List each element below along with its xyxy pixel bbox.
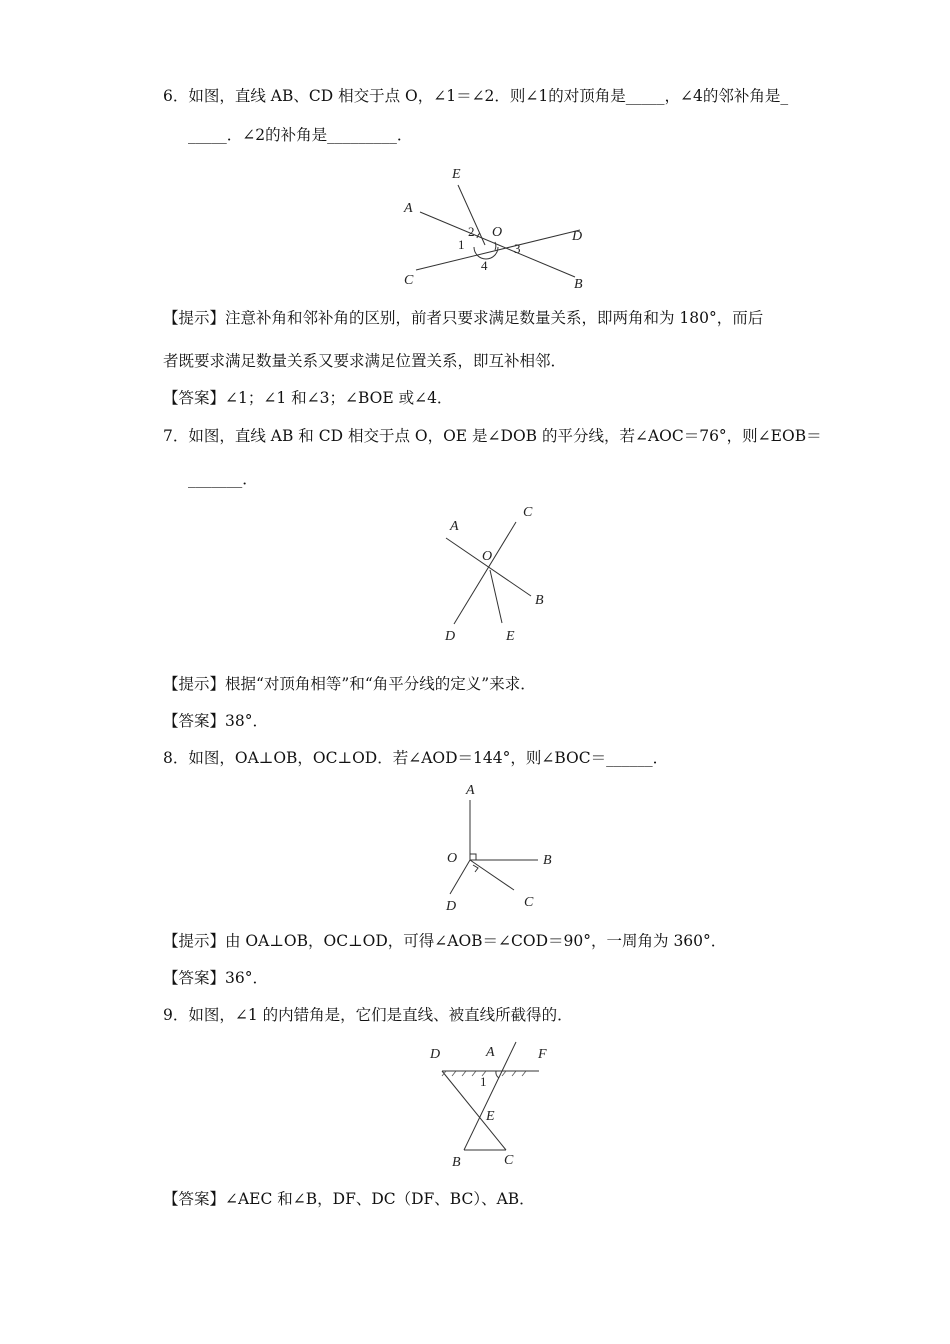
q6-label-o: O bbox=[492, 225, 503, 240]
q9-figure bbox=[424, 1036, 564, 1180]
q6-line-ab bbox=[420, 212, 575, 277]
q8-right-angle-mark bbox=[470, 854, 476, 860]
q6-angle-arc-3 bbox=[495, 242, 496, 250]
q9-label-a: A bbox=[486, 1045, 495, 1060]
q8-right-angle-mark-2 bbox=[473, 865, 478, 872]
q9-label-d: D bbox=[430, 1047, 441, 1062]
q7-question-line1: 7．如图，直线 AB 和 CD 相交于点 O，OE 是∠DOB 的平分线，若∠AOC＝76°，则∠EOB＝ bbox=[163, 427, 822, 445]
q6-question-line1: 6．如图，直线 AB、CD 相交于点 O，∠1＝∠2．则∠1的对顶角是_____，∠4的邻补角是_ bbox=[163, 87, 789, 105]
q7-label-c: C bbox=[523, 505, 533, 520]
q9-label-b: B bbox=[452, 1155, 461, 1170]
q6-label-c: C bbox=[404, 273, 414, 288]
q8-label-b: B bbox=[543, 853, 552, 868]
q9-angle-arc-1 bbox=[496, 1071, 499, 1078]
q6-answer: 【答案】∠1；∠1 和∠3；∠BOE 或∠4． bbox=[163, 389, 453, 407]
q6-angle-2: 2 bbox=[468, 224, 475, 239]
q7-question-line2: _______． bbox=[188, 470, 258, 488]
q8-label-o: O bbox=[447, 851, 458, 866]
q6-angle-3: 3 bbox=[514, 241, 521, 256]
q6-angle-4: 4 bbox=[481, 258, 488, 273]
q7-label-e: E bbox=[506, 629, 515, 644]
q8-answer: 【答案】36°． bbox=[163, 969, 268, 987]
q7-answer: 【答案】38°． bbox=[163, 712, 268, 730]
q8-label-d: D bbox=[446, 899, 457, 914]
q7-label-a: A bbox=[450, 519, 459, 534]
q6-figure bbox=[390, 160, 600, 299]
q9-label-c: C bbox=[504, 1153, 514, 1168]
q7-ray-oe bbox=[490, 570, 502, 623]
q8-ray-oc bbox=[470, 860, 514, 890]
q9-angle-1: 1 bbox=[480, 1074, 487, 1089]
q7-label-d: D bbox=[445, 629, 456, 644]
q8-figure bbox=[438, 780, 568, 919]
q6-hint-line1: 【提示】注意补角和邻补角的区别，前者只要求满足数量关系，即两角和为 180°，而后 bbox=[163, 309, 764, 327]
q7-hint: 【提示】根据“对顶角相等”和“角平分线的定义”来求． bbox=[163, 675, 536, 693]
q9-label-e: E bbox=[486, 1109, 495, 1124]
q9-answer: 【答案】∠AEC 和∠B，DF、DC（DF、BC）、AB． bbox=[163, 1190, 535, 1208]
q6-angle-1: 1 bbox=[458, 237, 465, 252]
q8-label-a: A bbox=[466, 783, 475, 798]
q8-question: 8．如图，OA⊥OB，OC⊥OD．若∠AOD＝144°，则∠BOC＝______． bbox=[163, 749, 669, 767]
q6-label-b: B bbox=[574, 277, 583, 292]
q6-label-a: A bbox=[404, 201, 413, 216]
q6-hint-line2: 者既要求满足数量关系又要求满足位置关系，即互补相邻． bbox=[163, 352, 567, 370]
q9-label-f: F bbox=[538, 1047, 547, 1062]
q8-label-c: C bbox=[524, 895, 534, 910]
q7-line-cd bbox=[454, 522, 516, 624]
q6-label-e: E bbox=[452, 167, 461, 182]
q8-hint: 【提示】由 OA⊥OB，OC⊥OD，可得∠AOB＝∠COD＝90°，一周角为 360°． bbox=[163, 932, 727, 950]
q7-figure bbox=[436, 500, 566, 654]
q6-label-d: D bbox=[572, 229, 583, 244]
q7-label-o: O bbox=[482, 549, 493, 564]
q6-question-line2: _____．∠2的补角是_________． bbox=[188, 126, 413, 144]
q7-label-b: B bbox=[535, 593, 544, 608]
q9-question: 9．如图，∠1 的内错角是，它们是直线、被直线所截得的． bbox=[163, 1006, 573, 1024]
